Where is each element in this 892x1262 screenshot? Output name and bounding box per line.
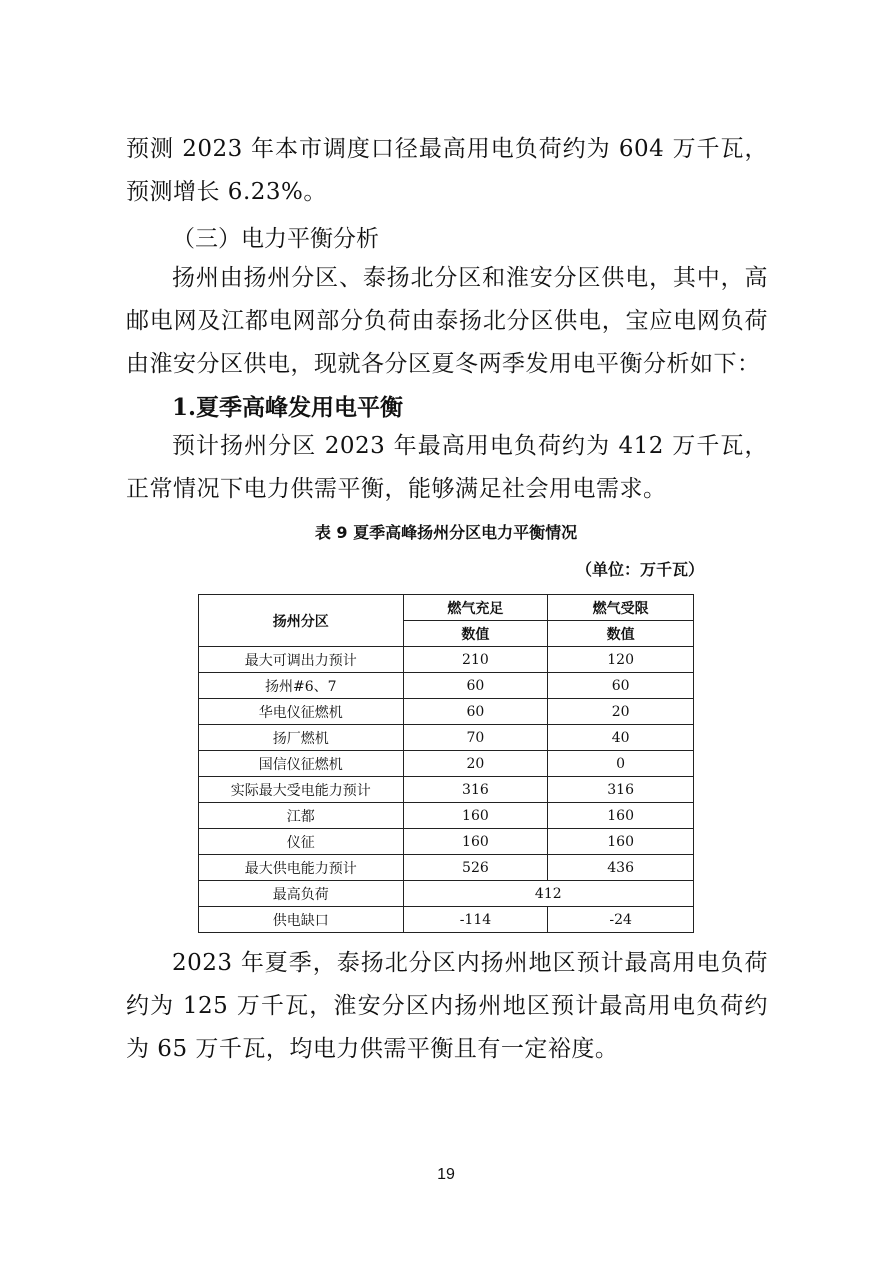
header-value-2: 数值 (548, 621, 694, 647)
table-row (199, 829, 694, 855)
row-label: 最高负荷 (199, 881, 404, 907)
table-row (199, 647, 694, 673)
cell-value: 436 (548, 855, 694, 881)
cell-value: 20 (403, 751, 548, 777)
row-label: 最大供电能力预计 (199, 855, 404, 881)
cell-value-merged: 412 (403, 881, 693, 907)
header-value-1: 数值 (403, 621, 548, 647)
row-label: 供电缺口 (199, 907, 404, 933)
cell-value: 20 (548, 699, 694, 725)
row-label: 江都 (199, 803, 404, 829)
table-row (199, 803, 694, 829)
header-region: 扬州分区 (199, 595, 404, 647)
cell-value: 210 (403, 647, 548, 673)
table-row (199, 751, 694, 777)
table-row (199, 777, 694, 803)
row-label: 华电仪征燃机 (199, 699, 404, 725)
cell-value: 316 (548, 777, 694, 803)
table-header-row (199, 595, 694, 621)
row-label: 扬厂燃机 (199, 725, 404, 751)
cell-value: 60 (548, 673, 694, 699)
cell-value: 316 (403, 777, 548, 803)
table-caption: 表 9 夏季高峰扬州分区电力平衡情况 (314, 523, 578, 542)
paragraph-yangzhou-load: 预计扬州分区 2023 年最高用电负荷约为 412 万千瓦，正常情况下电力供需平衡，能够满足社会用电需求。 (126, 433, 768, 502)
cell-value: 70 (403, 725, 548, 751)
table-unit: （单位：万千瓦） (575, 560, 704, 579)
paragraph-supply-areas: 扬州由扬州分区、泰扬北分区和淮安分区供电，其中，高邮电网及江都电网部分负荷由泰扬北分区供电，宝应电网负荷由淮安分区供电，现就各分区夏冬两季发用电平衡分析如下： (126, 265, 768, 377)
header-gas-sufficient: 燃气充足 (403, 595, 548, 621)
table-row-gap (199, 907, 694, 933)
table-row (199, 673, 694, 699)
table-row (199, 725, 694, 751)
cell-value: 60 (403, 699, 548, 725)
cell-value: 40 (548, 725, 694, 751)
header-gas-limited: 燃气受限 (548, 595, 694, 621)
cell-value: 160 (548, 803, 694, 829)
cell-value: 526 (403, 855, 548, 881)
power-balance-table (198, 594, 694, 933)
table-row-max-load (199, 881, 694, 907)
cell-value: -24 (548, 907, 694, 933)
row-label: 实际最大受电能力预计 (199, 777, 404, 803)
row-label: 国信仪征燃机 (199, 751, 404, 777)
row-label: 扬州#6、7 (199, 673, 404, 699)
row-label: 最大可调出力预计 (199, 647, 404, 673)
cell-value: 160 (403, 803, 548, 829)
table-row (199, 855, 694, 881)
section-heading: （三）电力平衡分析 (172, 226, 379, 252)
table-row (199, 699, 694, 725)
cell-value: 160 (403, 829, 548, 855)
row-label: 仪征 (199, 829, 404, 855)
paragraph-summer-regions: 2023 年夏季，泰扬北分区内扬州地区预计最高用电负荷约为 125 万千瓦，淮安分区内扬州地区预计最高用电负荷约为 65 万千瓦，均电力供需平衡且有一定裕度。 (126, 950, 768, 1062)
cell-value: -114 (403, 907, 548, 933)
cell-value: 160 (548, 829, 694, 855)
paragraph-forecast: 预测 2023 年本市调度口径最高用电负荷约为 604 万千瓦，预测增长 6.23%。 (126, 136, 768, 205)
cell-value: 60 (403, 673, 548, 699)
subsection-heading: 1.夏季高峰发用电平衡 (172, 394, 404, 421)
cell-value: 0 (548, 751, 694, 777)
cell-value: 120 (548, 647, 694, 673)
page-number: 19 (437, 1166, 455, 1183)
